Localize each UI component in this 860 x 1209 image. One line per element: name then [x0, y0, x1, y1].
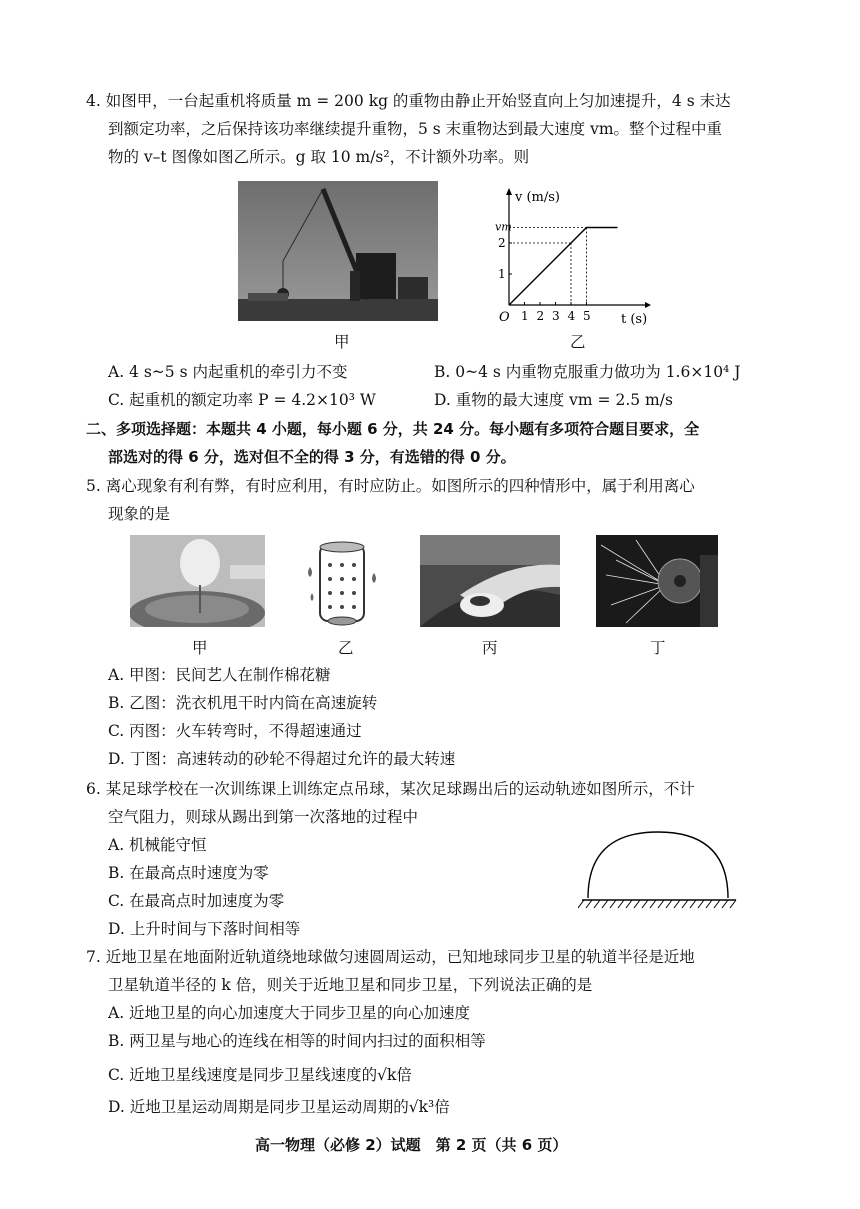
x-axis-arrow: [645, 302, 651, 308]
q4-caption-yi: 乙: [570, 333, 586, 351]
y-tick-label-vm: vm: [495, 220, 512, 234]
y-tick-label-2: 2: [498, 236, 506, 250]
vt-series-line: [509, 228, 618, 306]
q5-stem-line2: 现象的是: [108, 505, 171, 523]
q4-option-c: C. 起重机的额定功率 P = 4.2×10³ W: [108, 391, 376, 409]
q4-option-d: D. 重物的最大速度 vm = 2.5 m/s: [434, 391, 673, 409]
q5-option-d: D. 丁图：高速转动的砂轮不得超过允许的最大转速: [108, 750, 456, 768]
q7-option-c: C. 近地卫星线速度是同步卫星线速度的√k倍: [108, 1066, 412, 1084]
x-tick-label-3: 3: [552, 309, 560, 323]
page-footer: 高一物理（必修 2）试题 第 2 页（共 6 页）: [255, 1136, 568, 1154]
q7-option-a: A. 近地卫星的向心加速度大于同步卫星的向心加速度: [108, 1004, 471, 1022]
x-tick-label-1: 1: [521, 309, 529, 323]
x-tick-label-5: 5: [583, 309, 591, 323]
section2-heading-line2: 部选对的得 6 分，选对但不全的得 3 分，有选错的得 0 分。: [108, 448, 516, 466]
q4-stem-line1: 4. 如图甲，一台起重机将质量 m = 200 kg 的重物由静止开始竖直向上匀加速提升，4 s 末达: [86, 92, 731, 110]
q5-option-b: B. 乙图：洗衣机甩干时内筒在高速旋转: [108, 694, 378, 712]
q6-stem-line2: 空气阻力，则球从踢出到第一次落地的过程中: [108, 808, 419, 826]
q5-option-a: A. 甲图：民间艺人在制作棉花糖: [108, 666, 331, 684]
grinding-wheel-photo: [596, 535, 718, 627]
vt-graph: [495, 185, 655, 325]
y-axis-arrow: [506, 188, 512, 195]
q5-option-c: C. 丙图：火车转弯时，不得超速通过: [108, 722, 362, 740]
q7-option-d: D. 近地卫星运动周期是同步卫星运动周期的√k³倍: [108, 1098, 450, 1116]
q5-caption-yi: 乙: [338, 639, 354, 657]
q4-stem-line2: 到额定功率，之后保持该功率继续提升重物，5 s 末重物达到最大速度 vm。整个过程中重: [108, 120, 723, 138]
section2-heading-line1: 二、多项选择题：本题共 4 小题，每小题 6 分，共 24 分。每小题有多项符合题目要求，全: [86, 420, 700, 438]
trajectory-diagram: [578, 828, 738, 914]
q4-option-a: A. 4 s~5 s 内起重机的牵引力不变: [108, 363, 348, 381]
x-axis-label: t (s): [621, 312, 648, 325]
q4-option-b: B. 0~4 s 内重物克服重力做功为 1.6×10⁴ J: [434, 363, 741, 381]
q6-option-a: A. 机械能守恒: [108, 836, 207, 854]
washer-drum-drawing: [302, 537, 384, 629]
q6-option-c: C. 在最高点时加速度为零: [108, 892, 285, 910]
x-tick-label-4: 4: [567, 309, 576, 323]
q4-caption-jia: 甲: [334, 333, 350, 351]
ball-trajectory: [588, 832, 728, 898]
ground-hatching: [578, 900, 736, 908]
q6-option-b: B. 在最高点时速度为零: [108, 864, 269, 882]
y-tick-label-1: 1: [498, 267, 506, 281]
origin-label: O: [499, 310, 510, 325]
q4-stem-line3: 物的 v–t 图像如图乙所示。g 取 10 m/s²，不计额外功率。则: [108, 148, 530, 166]
q5-stem-line1: 5. 离心现象有利有弊，有时应利用，有时应防止。如图所示的四种情形中，属于利用离心: [86, 477, 695, 495]
q7-stem-line1: 7. 近地卫星在地面附近轨道绕地球做匀速圆周运动，已知地球同步卫星的轨道半径是近地: [86, 948, 695, 966]
q6-stem-line1: 6. 某足球学校在一次训练课上训练定点吊球，某次足球踢出后的运动轨迹如图所示，不计: [86, 780, 695, 798]
q5-caption-bing: 丙: [482, 639, 498, 657]
crane-photo: [238, 181, 438, 321]
cotton-candy-photo: [130, 535, 265, 627]
x-tick-label-2: 2: [536, 309, 545, 323]
q6-option-d: D. 上升时间与下落时间相等: [108, 920, 301, 938]
q7-stem-line2: 卫星轨道半径的 k 倍，则关于近地卫星和同步卫星，下列说法正确的是: [108, 976, 593, 994]
y-axis-label: v (m/s): [515, 190, 560, 205]
train-photo: [420, 535, 560, 627]
q7-option-b: B. 两卫星与地心的连线在相等的时间内扫过的面积相等: [108, 1032, 486, 1050]
q5-caption-ding: 丁: [650, 639, 666, 657]
q5-caption-jia: 甲: [192, 639, 208, 657]
